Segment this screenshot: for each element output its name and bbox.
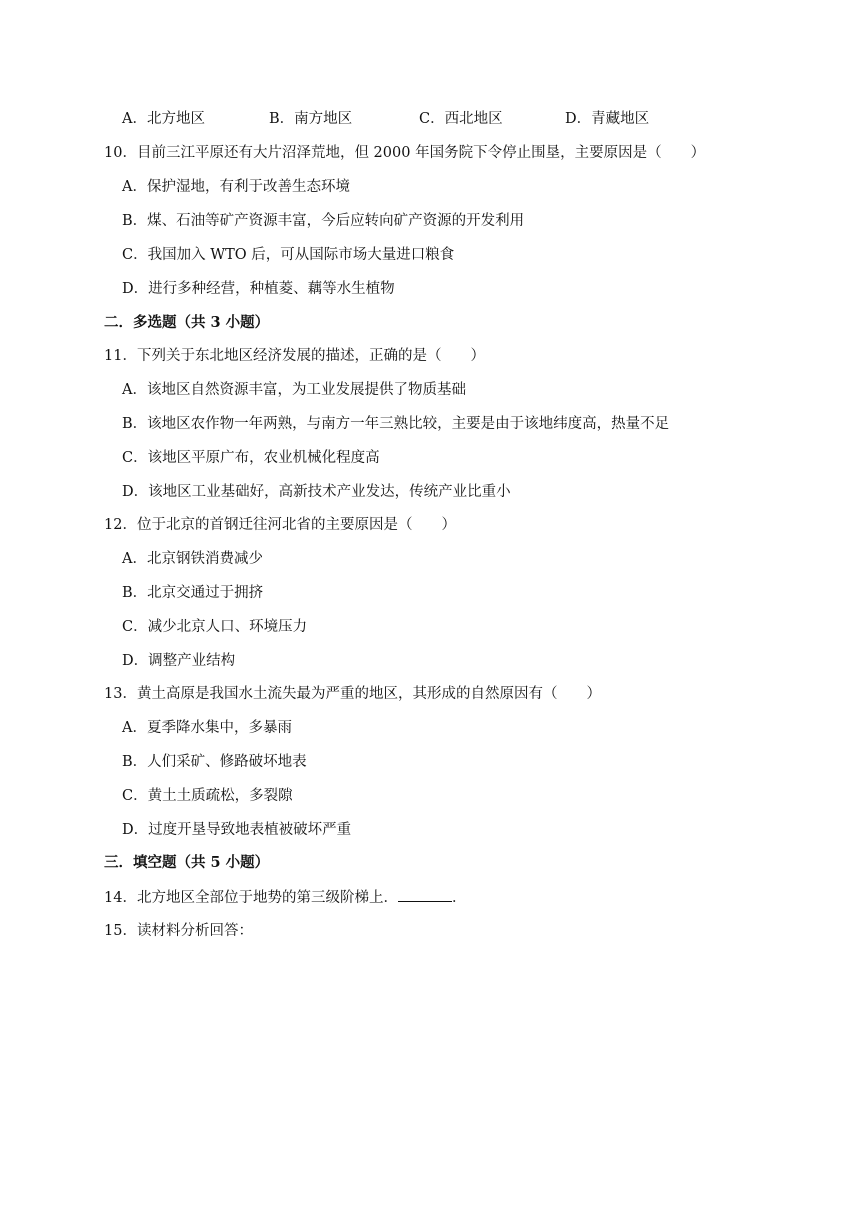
section-heading-fill-in: 三．填空题（共 5 小题） <box>104 854 270 871</box>
q11-option-c: C．该地区平原广布，农业机械化程度高 <box>122 450 380 466</box>
q14-answer-blank[interactable] <box>398 887 452 902</box>
q14-stem: 14．北方地区全部位于地势的第三级阶梯上． <box>104 890 398 906</box>
q11-option-b: B．该地区农作物一年两熟，与南方一年三熟比较，主要是由于该地纬度高，热量不足 <box>122 416 670 432</box>
q10-option-b: B．煤、石油等矿产资源丰富，今后应转向矿产资源的开发利用 <box>122 213 525 229</box>
q13-option-d: D．过度开垦导致地表植被破坏严重 <box>122 822 352 838</box>
q14-line <box>104 887 466 908</box>
q9-option-b: B．南方地区 <box>269 111 353 127</box>
q12-option-c: C．减少北京人口、环境压力 <box>122 619 308 635</box>
q12-option-b: B．北京交通过于拥挤 <box>122 585 264 601</box>
q12-stem: 12．位于北京的首钢迁往河北省的主要原因是（ ） <box>104 517 456 533</box>
q13-option-c: C．黄土土质疏松，多裂隙 <box>122 788 293 804</box>
q13-stem: 13．黄土高原是我国水土流失最为严重的地区，其形成的自然原因有（ ） <box>104 686 601 702</box>
q9-option-a: A．北方地区 <box>122 111 205 127</box>
q10-option-d: D．进行多种经营，种植菱、藕等水生植物 <box>122 281 395 297</box>
q11-option-a: A．该地区自然资源丰富，为工业发展提供了物质基础 <box>122 382 466 398</box>
q11-option-d: D．该地区工业基础好，高新技术产业发达，传统产业比重小 <box>122 484 511 500</box>
q15-stem: 15．读材料分析回答： <box>104 923 253 939</box>
q14-end: ． <box>451 890 467 906</box>
q9-option-d: D．青藏地区 <box>565 111 650 127</box>
q10-option-a: A．保护湿地，有利于改善生态环境 <box>122 179 350 195</box>
q10-stem: 10．目前三江平原还有大片沼泽荒地，但 2000 年国务院下令停止围垦，主要原因是（ ） <box>104 145 706 161</box>
q13-option-b: B．人们采矿、修路破坏地表 <box>122 754 307 770</box>
q10-option-c: C．我国加入 WTO 后，可从国际市场大量进口粮食 <box>122 247 455 263</box>
q12-option-d: D．调整产业结构 <box>122 653 236 669</box>
q9-option-c: C．西北地区 <box>419 111 503 127</box>
q11-stem: 11．下列关于东北地区经济发展的描述，正确的是（ ） <box>104 348 485 364</box>
q13-option-a: A．夏季降水集中，多暴雨 <box>122 720 292 736</box>
q12-option-a: A．北京钢铁消费减少 <box>122 551 263 567</box>
section-heading-multiple-choice: 二．多选题（共 3 小题） <box>104 314 270 331</box>
